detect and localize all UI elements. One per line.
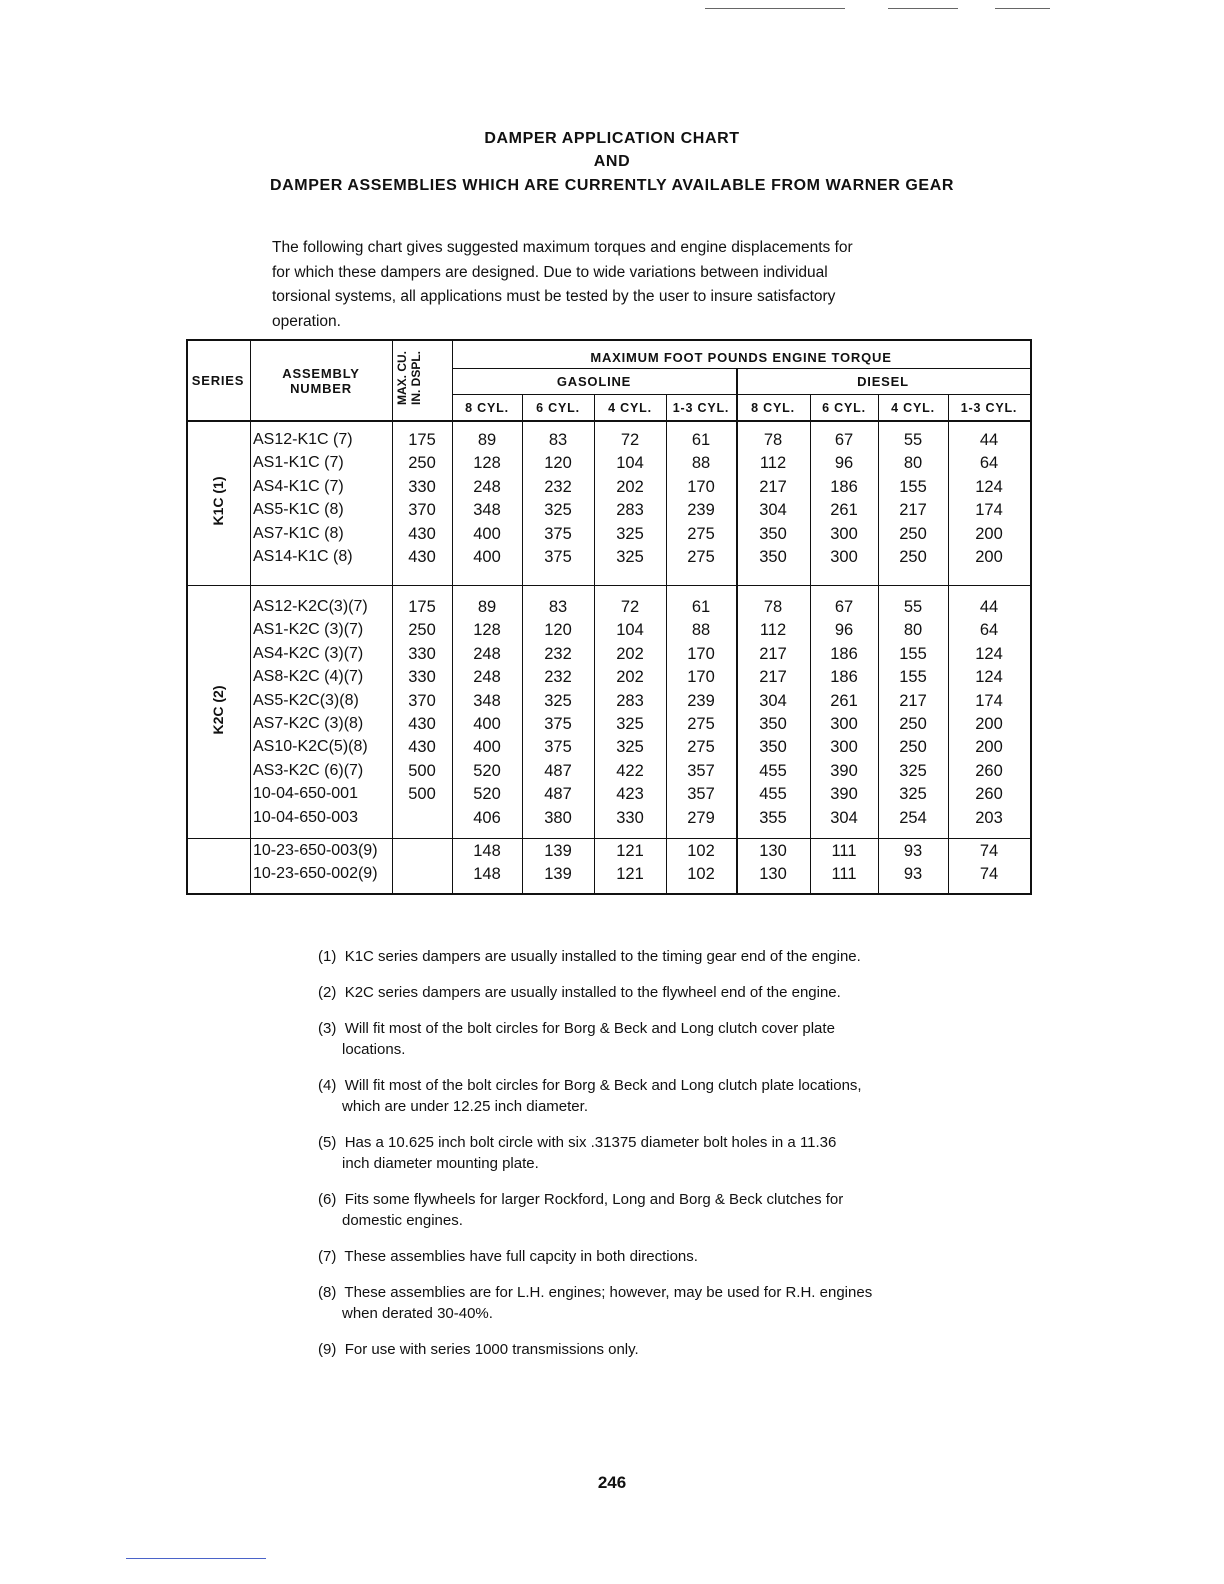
torque-value: 148 xyxy=(473,842,501,860)
table-rule xyxy=(186,420,1030,422)
assembly-number: 10-23-650-002(9) xyxy=(253,865,378,883)
displacement-value: 500 xyxy=(408,785,436,804)
torque-value: 88 xyxy=(691,454,711,473)
torque-value: 330 xyxy=(616,808,644,827)
footnote-number: (9) xyxy=(318,1341,337,1358)
torque-value: 250 xyxy=(899,548,927,566)
torque-value: 200 xyxy=(975,715,1003,733)
intro-line: torsional systems, all applications must be tested by the user to insure satisfactory xyxy=(272,288,836,305)
footnote-text: These assemblies are for L.H. engines; however, may be used for R.H. engines xyxy=(344,1284,873,1301)
torque-value: 186 xyxy=(830,644,858,663)
torque-value: 390 xyxy=(830,785,858,804)
footnote xyxy=(318,1075,988,1117)
torque-value: 232 xyxy=(544,477,572,496)
table-rule xyxy=(186,585,1030,586)
footnote-number: (3) xyxy=(318,1020,337,1037)
torque-value: 275 xyxy=(687,715,715,733)
torque-value: 390 xyxy=(830,761,858,780)
assembly-number: 10-04-650-003 xyxy=(253,808,358,826)
torque-value: 72 xyxy=(620,431,640,449)
torque-value: 348 xyxy=(473,691,501,710)
cylinder-header: 8 CYL. xyxy=(751,401,795,415)
intro-line: for which these dampers are designed. Due to wide variations between individual xyxy=(272,263,828,281)
assembly-number: AS12-K1C (7) xyxy=(253,431,353,448)
torque-value: 375 xyxy=(544,715,572,733)
torque-value: 139 xyxy=(544,842,572,860)
torque-value: 170 xyxy=(687,644,715,663)
torque-value: 325 xyxy=(544,501,572,520)
torque-value: 78 xyxy=(763,598,783,616)
torque-value: 261 xyxy=(830,501,858,520)
torque-value: 83 xyxy=(548,431,568,449)
torque-value: 61 xyxy=(691,598,711,616)
torque-value: 148 xyxy=(473,865,501,884)
torque-value: 357 xyxy=(687,785,715,804)
assembly-number: AS1-K2C (3)(7) xyxy=(253,621,364,639)
cylinder-header: 6 CYL. xyxy=(822,401,866,415)
footnote-text: K1C series dampers are usually installed to the timing gear end of the engine. xyxy=(344,948,861,965)
torque-value: 275 xyxy=(687,738,715,757)
torque-header: MAXIMUM FOOT POUNDS ENGINE TORQUE xyxy=(590,350,892,365)
footnote xyxy=(318,946,988,967)
torque-value: 487 xyxy=(544,761,572,780)
footnote xyxy=(318,1246,988,1267)
torque-value: 93 xyxy=(903,865,923,884)
torque-value: 217 xyxy=(759,644,787,663)
torque-value: 203 xyxy=(975,808,1003,827)
table-rule xyxy=(452,368,1030,369)
torque-value: 275 xyxy=(687,524,715,543)
displacement-value: 370 xyxy=(408,691,436,710)
torque-value: 121 xyxy=(616,865,644,884)
torque-value: 200 xyxy=(975,524,1003,543)
assembly-number: 10-23-650-003(9) xyxy=(253,842,378,859)
footnote-continuation: domestic engines. xyxy=(342,1212,463,1229)
torque-value: 348 xyxy=(473,501,501,520)
displacement-value: 370 xyxy=(408,501,436,520)
torque-value: 88 xyxy=(691,621,711,640)
torque-value: 186 xyxy=(830,477,858,496)
footnote-text: Fits some flywheels for larger Rockford, Long and Borg & Beck clutches for xyxy=(344,1191,844,1208)
assembly-number: AS10-K2C(5)(8) xyxy=(253,738,368,756)
footnote-text: Will fit most of the bolt circles for Borg & Beck and Long clutch plate locations, xyxy=(344,1077,862,1094)
displacement-value: 250 xyxy=(408,454,436,473)
table-rule xyxy=(186,838,1030,839)
torque-value: 55 xyxy=(903,598,923,616)
torque-value: 248 xyxy=(473,477,501,496)
torque-value: 170 xyxy=(687,477,715,496)
torque-value: 74 xyxy=(979,842,999,860)
torque-value: 78 xyxy=(763,431,783,449)
cylinder-header: 4 CYL. xyxy=(608,401,652,415)
torque-value: 104 xyxy=(616,621,644,640)
assembly-number: AS5-K1C (8) xyxy=(253,501,344,519)
torque-value: 128 xyxy=(473,454,501,473)
displacement-value: 175 xyxy=(408,598,436,616)
intro-line: The following chart gives suggested maximum torques and engine displacements for xyxy=(272,239,853,256)
series-label: K1C (1) xyxy=(210,476,226,526)
torque-value: 89 xyxy=(477,431,497,449)
torque-value: 325 xyxy=(616,715,644,733)
torque-value: 357 xyxy=(687,761,715,780)
torque-value: 44 xyxy=(979,598,999,616)
footnote-continuation: locations. xyxy=(342,1041,406,1058)
torque-value: 304 xyxy=(759,501,787,520)
footnote-text: For use with series 1000 transmissions only. xyxy=(344,1341,639,1358)
torque-value: 112 xyxy=(759,454,787,473)
torque-value: 380 xyxy=(544,808,572,827)
torque-value: 74 xyxy=(979,865,999,884)
torque-value: 124 xyxy=(975,477,1003,496)
torque-value: 350 xyxy=(759,715,787,733)
torque-value: 275 xyxy=(687,548,715,566)
assembly-number: AS8-K2C (4)(7) xyxy=(253,668,364,686)
torque-value: 155 xyxy=(899,477,927,496)
torque-value: 304 xyxy=(830,808,858,827)
assembly-header: ASSEMBLY xyxy=(282,366,360,381)
torque-value: 350 xyxy=(759,524,787,543)
torque-value: 120 xyxy=(544,621,572,640)
torque-value: 300 xyxy=(830,715,858,733)
diesel-header: DIESEL xyxy=(857,374,909,389)
torque-value: 232 xyxy=(544,644,572,663)
torque-value: 261 xyxy=(830,691,858,710)
assembly-number: AS12-K2C(3)(7) xyxy=(253,598,368,615)
torque-value: 325 xyxy=(899,785,927,804)
torque-value: 102 xyxy=(687,865,715,884)
torque-value: 232 xyxy=(544,668,572,687)
chart-title: DAMPER APPLICATION CHART xyxy=(484,130,740,147)
footnote xyxy=(318,1282,988,1324)
torque-value: 200 xyxy=(975,548,1003,566)
torque-value: 300 xyxy=(830,524,858,543)
cylinder-header: 4 CYL. xyxy=(891,401,935,415)
torque-value: 260 xyxy=(975,761,1003,780)
footnote-continuation: when derated 30-40%. xyxy=(342,1305,493,1322)
torque-value: 350 xyxy=(759,548,787,566)
torque-value: 186 xyxy=(830,668,858,687)
table-rule xyxy=(186,893,1032,895)
displacement-value: 500 xyxy=(408,761,436,780)
torque-value: 202 xyxy=(616,668,644,687)
torque-value: 67 xyxy=(834,598,854,616)
footnote-text: Has a 10.625 inch bolt circle with six .31375 diameter bolt holes in a 11.36 xyxy=(344,1134,837,1151)
torque-value: 406 xyxy=(473,808,501,827)
torque-value: 325 xyxy=(899,761,927,780)
torque-value: 130 xyxy=(759,842,787,860)
torque-value: 250 xyxy=(899,738,927,757)
torque-value: 455 xyxy=(759,785,787,804)
torque-value: 104 xyxy=(616,454,644,473)
footnote-number: (1) xyxy=(318,948,337,965)
torque-value: 400 xyxy=(473,738,501,757)
assembly-number: AS3-K2C (6)(7) xyxy=(253,761,364,779)
chart-title-connector: AND xyxy=(593,153,631,170)
displacement-value: 430 xyxy=(408,524,436,543)
intro-line: operation. xyxy=(272,312,341,330)
torque-value: 121 xyxy=(616,842,644,860)
assembly-number: AS7-K1C (8) xyxy=(253,524,344,542)
torque-value: 55 xyxy=(903,431,923,449)
torque-value: 130 xyxy=(759,865,787,884)
chart-subtitle: DAMPER ASSEMBLIES WHICH ARE CURRENTLY AVAILABLE FROM WARNER GEAR xyxy=(269,177,955,194)
torque-value: 375 xyxy=(544,548,572,566)
torque-value: 325 xyxy=(616,548,644,566)
torque-value: 400 xyxy=(473,524,501,543)
footnote xyxy=(318,1018,988,1060)
torque-value: 217 xyxy=(899,691,927,710)
footnote-number: (4) xyxy=(318,1077,337,1094)
page-number: 246 xyxy=(597,1473,627,1492)
torque-value: 80 xyxy=(903,621,923,640)
cylinder-header: 1-3 CYL. xyxy=(960,401,1018,415)
footnote-continuation: which are under 12.25 inch diameter. xyxy=(342,1098,588,1115)
torque-value: 128 xyxy=(473,621,501,640)
torque-value: 111 xyxy=(831,865,857,884)
torque-value: 455 xyxy=(759,761,787,780)
torque-value: 217 xyxy=(899,501,927,520)
displacement-header: IN. DSPL. xyxy=(409,351,423,406)
series-label: K2C (2) xyxy=(210,685,226,735)
intro-paragraph xyxy=(272,236,952,334)
assembly-number: AS14-K1C (8) xyxy=(253,548,353,565)
torque-value: 61 xyxy=(691,431,711,449)
torque-value: 124 xyxy=(975,668,1003,687)
torque-value: 202 xyxy=(616,477,644,496)
torque-value: 139 xyxy=(544,865,572,884)
cylinder-header: 1-3 CYL. xyxy=(672,401,730,415)
footnote xyxy=(318,1189,988,1231)
assembly-number: 10-04-650-001 xyxy=(253,785,358,803)
table-rule xyxy=(392,339,393,895)
footnote-number: (5) xyxy=(318,1134,337,1151)
torque-value: 124 xyxy=(975,644,1003,663)
displacement-value: 330 xyxy=(408,644,436,663)
torque-value: 174 xyxy=(975,691,1003,710)
torque-value: 72 xyxy=(620,598,640,616)
cylinder-header: 8 CYL. xyxy=(465,401,509,415)
footnote-text: Will fit most of the bolt circles for Borg & Beck and Long clutch cover plate xyxy=(344,1020,835,1037)
footnote-number: (7) xyxy=(318,1248,337,1265)
displacement-header: MAX. CU. xyxy=(395,351,409,405)
torque-value: 300 xyxy=(830,738,858,757)
table-rule xyxy=(186,339,1032,341)
footnote-text: K2C series dampers are usually installed to the flywheel end of the engine. xyxy=(344,984,841,1001)
table-rule xyxy=(1030,339,1032,895)
torque-value: 487 xyxy=(544,785,572,804)
torque-value: 239 xyxy=(687,691,715,710)
footnote-continuation: inch diameter mounting plate. xyxy=(342,1155,539,1172)
torque-value: 96 xyxy=(834,621,854,640)
torque-value: 400 xyxy=(473,548,501,566)
footnote xyxy=(318,982,988,1003)
series-header: SERIES xyxy=(191,373,245,388)
torque-value: 304 xyxy=(759,691,787,710)
torque-value: 250 xyxy=(899,715,927,733)
torque-value: 248 xyxy=(473,644,501,663)
torque-value: 64 xyxy=(979,621,999,640)
table-rule xyxy=(250,339,251,895)
footnote xyxy=(318,1339,988,1360)
table-rule xyxy=(452,394,1030,395)
torque-value: 170 xyxy=(687,668,715,687)
torque-value: 520 xyxy=(473,761,501,780)
gasoline-header: GASOLINE xyxy=(556,374,632,389)
footnote-text: These assemblies have full capcity in both directions. xyxy=(344,1248,698,1265)
torque-value: 279 xyxy=(687,808,715,827)
torque-value: 111 xyxy=(831,842,857,860)
torque-value: 155 xyxy=(899,668,927,687)
footnote-number: (2) xyxy=(318,984,337,1001)
displacement-value: 430 xyxy=(408,548,436,566)
torque-value: 325 xyxy=(544,691,572,710)
displacement-value: 175 xyxy=(408,431,436,449)
torque-value: 422 xyxy=(616,761,644,780)
torque-value: 200 xyxy=(975,738,1003,757)
torque-value: 155 xyxy=(899,644,927,663)
torque-value: 300 xyxy=(830,548,858,566)
footnote-number: (8) xyxy=(318,1284,337,1301)
torque-value: 350 xyxy=(759,738,787,757)
torque-value: 102 xyxy=(687,842,715,860)
torque-value: 239 xyxy=(687,501,715,520)
assembly-header: NUMBER xyxy=(290,381,352,396)
assembly-number: AS4-K2C (3)(7) xyxy=(253,644,364,662)
torque-value: 83 xyxy=(548,598,568,616)
torque-value: 355 xyxy=(759,808,787,827)
torque-value: 93 xyxy=(903,842,923,860)
torque-value: 248 xyxy=(473,668,501,687)
footnote xyxy=(318,1132,988,1174)
torque-value: 80 xyxy=(903,454,923,473)
torque-value: 325 xyxy=(616,524,644,543)
footnote-number: (6) xyxy=(318,1191,337,1208)
displacement-value: 330 xyxy=(408,668,436,687)
torque-value: 375 xyxy=(544,524,572,543)
assembly-number: AS1-K1C (7) xyxy=(253,454,344,472)
torque-value: 254 xyxy=(899,808,927,827)
torque-value: 202 xyxy=(616,644,644,663)
footnotes xyxy=(318,946,988,1375)
assembly-number: AS5-K2C(3)(8) xyxy=(253,691,359,709)
torque-value: 283 xyxy=(616,501,644,520)
torque-value: 174 xyxy=(975,501,1003,520)
torque-value: 217 xyxy=(759,668,787,687)
assembly-number: AS4-K1C (7) xyxy=(253,477,344,495)
torque-value: 325 xyxy=(616,738,644,757)
table-rule xyxy=(186,339,188,895)
torque-value: 89 xyxy=(477,598,497,616)
displacement-value: 250 xyxy=(408,621,436,640)
torque-value: 250 xyxy=(899,524,927,543)
torque-value: 64 xyxy=(979,454,999,473)
torque-value: 67 xyxy=(834,431,854,449)
torque-value: 260 xyxy=(975,785,1003,804)
torque-value: 520 xyxy=(473,785,501,804)
cylinder-header: 6 CYL. xyxy=(536,401,580,415)
displacement-value: 330 xyxy=(408,477,436,496)
torque-value: 283 xyxy=(616,691,644,710)
torque-value: 112 xyxy=(759,621,787,640)
torque-value: 96 xyxy=(834,454,854,473)
torque-value: 120 xyxy=(544,454,572,473)
displacement-value: 430 xyxy=(408,715,436,733)
torque-value: 423 xyxy=(616,785,644,804)
torque-value: 400 xyxy=(473,715,501,733)
assembly-number: AS7-K2C (3)(8) xyxy=(253,715,364,732)
torque-value: 217 xyxy=(759,477,787,496)
torque-value: 44 xyxy=(979,431,999,449)
displacement-value: 430 xyxy=(408,738,436,757)
torque-value: 375 xyxy=(544,738,572,757)
